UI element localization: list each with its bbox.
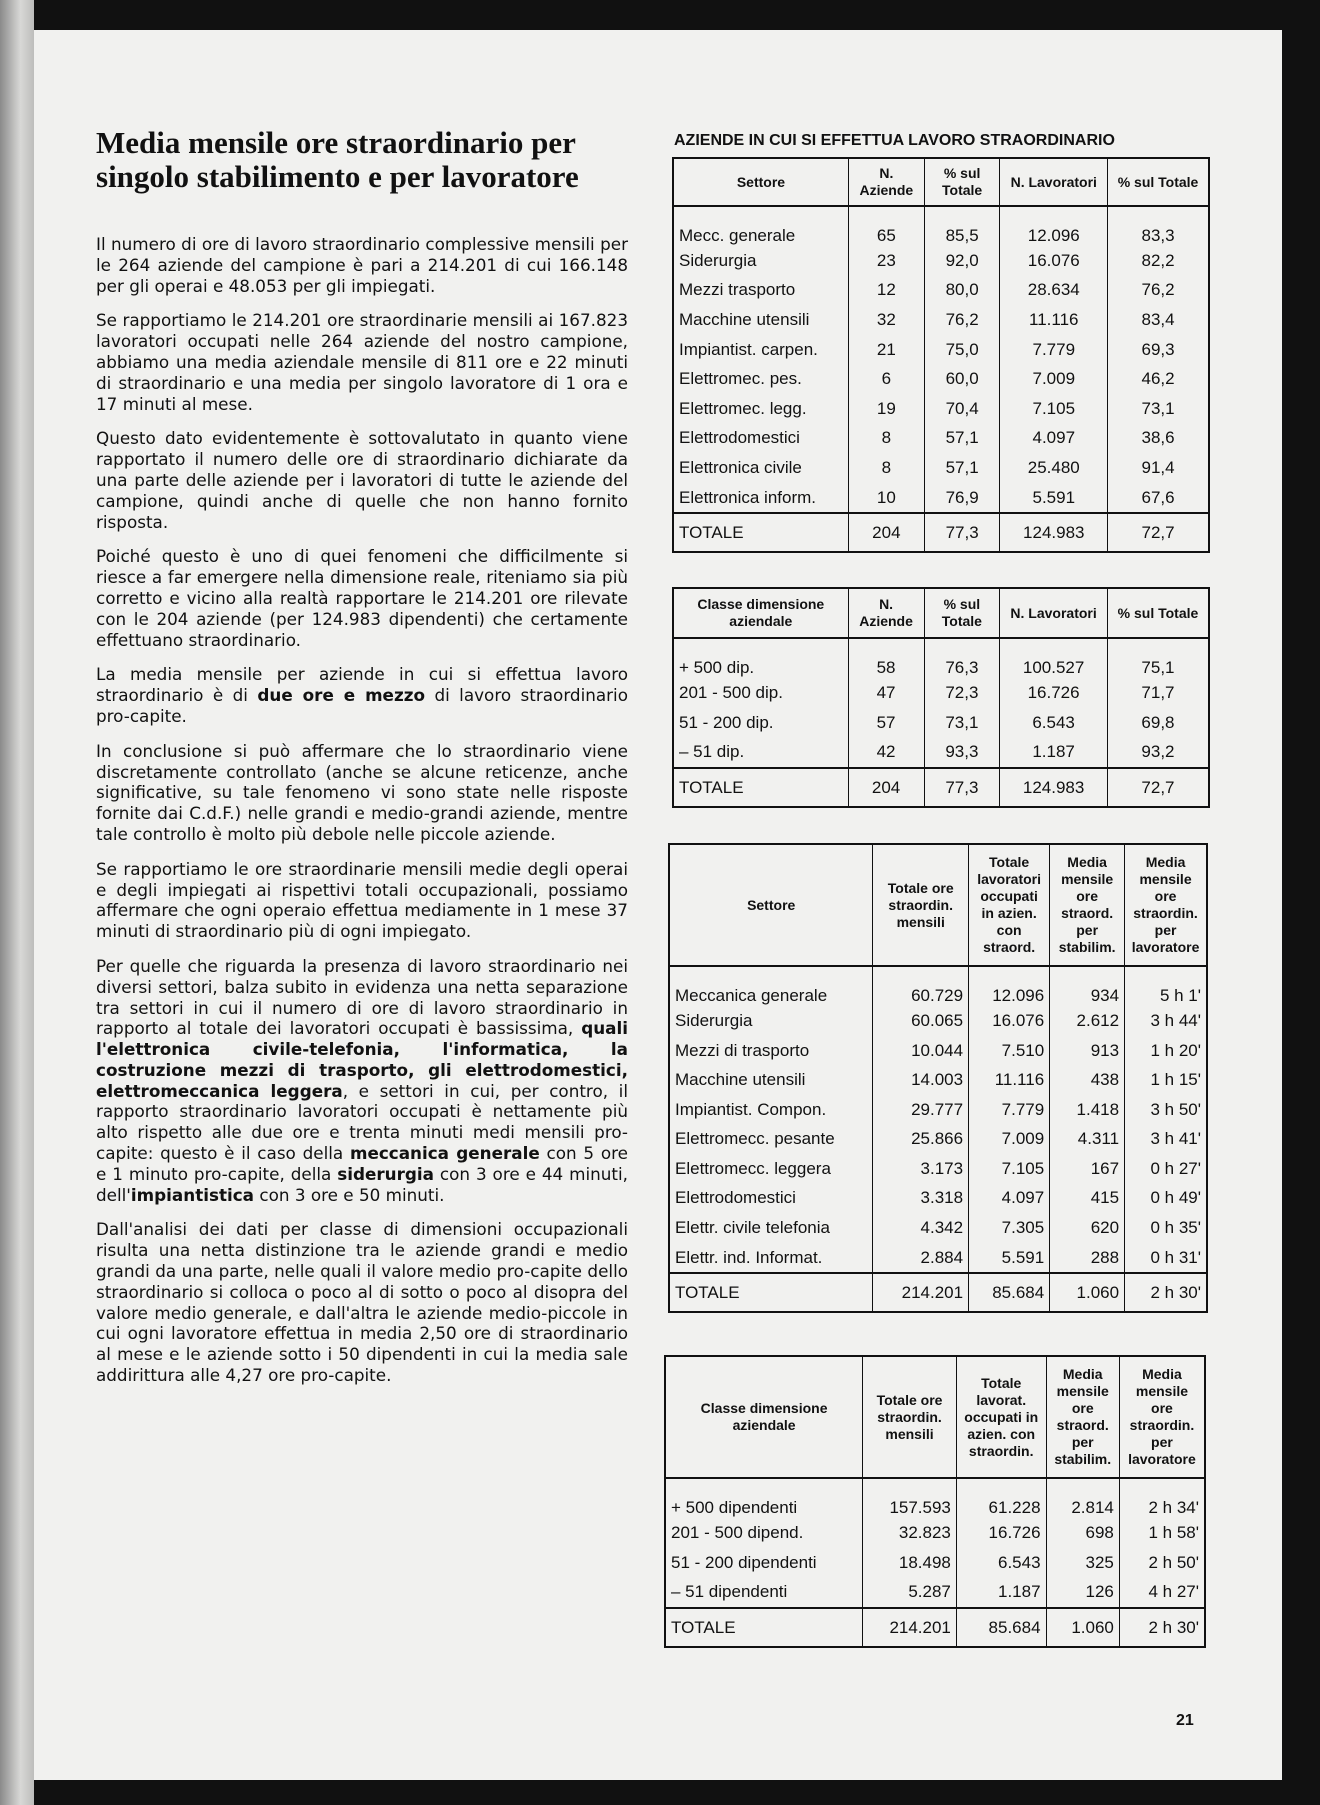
row-label: Siderurgia [673,246,848,276]
table-row [673,738,1209,769]
cell-value: 3.318 [873,1184,969,1214]
cell-value: 3.173 [873,1154,969,1184]
cell-value: 82,2 [1108,246,1209,276]
paragraph-5: La media mensile per aziende in cui si effettua lavoro straordinario è di due ore e mezzo di lavoro straordinario pro-capite. [96,664,628,726]
table-sector-hours [668,843,1208,1313]
cell-value: 11.116 [969,1065,1050,1095]
cell-value: 80,0 [924,276,1000,306]
row-label: Mecc. generale [673,206,848,246]
cell-value: 3 h 50' [1125,1095,1207,1125]
cell-value: 69,8 [1107,708,1209,738]
table-row [669,1065,1207,1095]
column-header: % sul Totale [1108,158,1209,206]
cell-value: 1.187 [1000,738,1108,769]
cell-value: 46,2 [1108,364,1209,394]
tables-heading: AZIENDE IN CUI SI EFFETTUA LAVORO STRAORDINARIO [674,132,1115,149]
cell-value: 23 [848,246,924,276]
row-label: Mezzi trasporto [673,276,848,306]
table-row [669,1006,1207,1036]
cell-value: 0 h 27' [1125,1154,1207,1184]
cell-value: 93,3 [924,738,1000,769]
total-row [673,513,1209,552]
cell-value: 167 [1050,1154,1125,1184]
cell-value: 57,1 [924,453,1000,483]
table-row [669,1036,1207,1066]
cell-value: 4.097 [1000,424,1108,454]
cell-value: 91,4 [1108,453,1209,483]
table-row [665,1548,1205,1578]
row-label: Elettr. ind. Informat. [669,1243,873,1274]
row-label: 51 - 200 dip. [673,708,848,738]
total-value: 1.060 [1050,1273,1125,1312]
table-row [669,1184,1207,1214]
page-number: 21 [1176,1712,1194,1729]
table-row [669,1154,1207,1184]
table-row [673,638,1209,678]
column-header: % sul Totale [924,588,1000,638]
total-value: 72,7 [1107,768,1209,807]
cell-value: 157.593 [863,1478,957,1518]
cell-value: 16.726 [1000,678,1108,708]
cell-value: 38,6 [1108,424,1209,454]
row-label: Macchine utensili [673,305,848,335]
cell-value: 7.305 [969,1213,1050,1243]
cell-value: 6.543 [956,1548,1046,1578]
cell-value: 288 [1050,1243,1125,1274]
table-size-hours [664,1355,1206,1648]
cell-value: 70,4 [924,394,1000,424]
cell-value: 2.884 [873,1243,969,1274]
column-header: Settore [673,158,848,206]
cell-value: 0 h 49' [1125,1184,1207,1214]
cell-value: 7.009 [969,1125,1050,1155]
cell-value: 2.612 [1050,1006,1125,1036]
total-value: 85.684 [956,1608,1046,1647]
cell-value: 60,0 [924,364,1000,394]
table-row [673,246,1209,276]
column-header: Media mensile ore straordin. per lavoratore [1119,1356,1205,1478]
table-row [665,1478,1205,1518]
column-header: N. Lavoratori [1000,158,1108,206]
book-spine [0,0,34,1805]
column-header: Classe dimensione aziendale [673,588,848,638]
cell-value: 93,2 [1107,738,1209,769]
row-label: – 51 dipendenti [665,1578,863,1609]
cell-value: 21 [848,335,924,365]
cell-value: 69,3 [1108,335,1209,365]
cell-value: 1.187 [956,1578,1046,1609]
cell-value: 75,0 [924,335,1000,365]
article-body [96,234,628,1400]
column-header: N. Aziende [848,588,924,638]
column-header: Classe dimensione aziendale [665,1356,863,1478]
cell-value: 85,5 [924,206,1000,246]
cell-value: 75,1 [1107,638,1209,678]
row-label: Siderurgia [669,1006,873,1036]
total-value: 204 [848,513,924,552]
cell-value: 4.342 [873,1213,969,1243]
cell-value: 71,7 [1107,678,1209,708]
row-label: Mezzi di trasporto [669,1036,873,1066]
table-row [669,966,1207,1006]
cell-value: 0 h 31' [1125,1243,1207,1274]
cell-value: 32.823 [863,1518,957,1548]
cell-value: 4.311 [1050,1125,1125,1155]
cell-value: 12.096 [969,966,1050,1006]
row-label: Impiantist. Compon. [669,1095,873,1125]
cell-value: 5.591 [969,1243,1050,1274]
cell-value: 913 [1050,1036,1125,1066]
column-header: Totale ore straordin. mensili [863,1356,957,1478]
column-header: Media mensile ore straord. per stabilim. [1046,1356,1119,1478]
cell-value: 3 h 41' [1125,1125,1207,1155]
column-header: % sul Totale [924,158,1000,206]
table-row [673,335,1209,365]
cell-value: 76,9 [924,483,1000,514]
row-label: Elettronica inform. [673,483,848,514]
paragraph-7: Se rapportiamo le ore straordinarie mensili medie degli operai e degli impiegati ai rispettivi totali occupazionali, possiamo affermare che ogni operaio effettua mediamente in 1 mese 37 minuti di straordinario più di ogni impiegato. [96,858,628,942]
cell-value: 7.105 [969,1154,1050,1184]
total-label: TOTALE [673,768,848,807]
cell-value: 14.003 [873,1065,969,1095]
cell-value: 1 h 15' [1125,1065,1207,1095]
cell-value: 7.779 [969,1095,1050,1125]
column-header: Totale ore straordin. mensili [873,844,969,966]
total-value: 124.983 [1000,768,1108,807]
total-value: 72,7 [1108,513,1209,552]
cell-value: 65 [848,206,924,246]
row-label: Elettromecc. pesante [669,1125,873,1155]
cell-value: 6.543 [1000,708,1108,738]
cell-value: 325 [1046,1548,1119,1578]
cell-value: 28.634 [1000,276,1108,306]
table-row [673,364,1209,394]
paragraph-1: Il numero di ore di lavoro straordinario complessive mensili per le 264 aziende del campione è pari a 214.201 di cui 166.148 per gli operai e 48.053 per gli impiegati. [96,234,628,296]
table-row [673,276,1209,306]
total-label: TOTALE [665,1608,863,1647]
cell-value: 5.591 [1000,483,1108,514]
row-label: Elettromecc. leggera [669,1154,873,1184]
total-value: 2 h 30' [1125,1273,1207,1312]
table-row [673,483,1209,514]
cell-value: 100.527 [1000,638,1108,678]
total-value: 204 [848,768,924,807]
cell-value: 126 [1046,1578,1119,1609]
cell-value: 8 [848,424,924,454]
paragraph-9: Dall'analisi dei dati per classe di dimensioni occupazionali risulta una netta distinzione tra le aziende grandi e medio grandi da una parte, nelle quali il valore medio pro-capite dello straordinario si colloca o poco al di sotto o poco al disopra del valore medio generale, e dall'altra le aziende medio-piccole in cui ogni lavoratore effettua in media 2,50 ore di straordinario al mese e le aziende sotto i 50 dipendenti in cui la media sale addirittura alle 4,27 ore pro-capite. [96,1219,628,1386]
row-label: Elettr. civile telefonia [669,1213,873,1243]
row-label: Impiantist. carpen. [673,335,848,365]
cell-value: 29.777 [873,1095,969,1125]
cell-value: 57,1 [924,424,1000,454]
cell-value: 73,1 [924,708,1000,738]
cell-value: 47 [848,678,924,708]
row-label: Macchine utensili [669,1065,873,1095]
cell-value: 10 [848,483,924,514]
cell-value: 4.097 [969,1184,1050,1214]
table-size-companies [672,587,1210,808]
row-label: 51 - 200 dipendenti [665,1548,863,1578]
cell-value: 12.096 [1000,206,1108,246]
cell-value: 67,6 [1108,483,1209,514]
paragraph-3: Questo dato evidentemente è sottovalutato in quanto viene rapportato il numero delle ore di straordinario dichiarate da una parte delle aziende per i lavoratori di tutte le aziende del campione, quindi anche di quelle che non hanno fornito risposta. [96,428,628,532]
column-header: Totale lavoratori occupati in azien. con straord. [969,844,1050,966]
total-label: TOTALE [669,1273,873,1312]
table-row [673,453,1209,483]
cell-value: 25.866 [873,1125,969,1155]
cell-value: 1 h 58' [1119,1518,1205,1548]
column-header: Totale lavorat. occupati in azien. con straordin. [956,1356,1046,1478]
cell-value: 83,3 [1108,206,1209,246]
cell-value: 0 h 35' [1125,1213,1207,1243]
total-value: 214.201 [873,1273,969,1312]
row-label: Elettromec. pes. [673,364,848,394]
cell-value: 7.779 [1000,335,1108,365]
cell-value: 4 h 27' [1119,1578,1205,1609]
cell-value: 73,1 [1108,394,1209,424]
tables-column [668,132,1213,1648]
row-label: 201 - 500 dipend. [665,1518,863,1548]
table-row [673,206,1209,246]
cell-value: 16.076 [969,1006,1050,1036]
cell-value: 16.726 [956,1518,1046,1548]
total-value: 214.201 [863,1608,957,1647]
column-header: Media mensile ore straordin. per lavoratore [1125,844,1207,966]
cell-value: 5 h 1' [1125,966,1207,1006]
table-row [665,1518,1205,1548]
row-label: Meccanica generale [669,966,873,1006]
cell-value: 60.729 [873,966,969,1006]
cell-value: 7.105 [1000,394,1108,424]
cell-value: 83,4 [1108,305,1209,335]
cell-value: 934 [1050,966,1125,1006]
cell-value: 10.044 [873,1036,969,1066]
total-row [665,1608,1205,1647]
row-label: Elettrodomestici [669,1184,873,1214]
cell-value: 76,3 [924,638,1000,678]
total-row [673,768,1209,807]
cell-value: 57 [848,708,924,738]
cell-value: 76,2 [1108,276,1209,306]
cell-value: 92,0 [924,246,1000,276]
total-label: TOTALE [673,513,848,552]
cell-value: 2.814 [1046,1478,1119,1518]
total-value: 85.684 [969,1273,1050,1312]
cell-value: 7.009 [1000,364,1108,394]
cell-value: 7.510 [969,1036,1050,1066]
column-header: N. Lavoratori [1000,588,1108,638]
table-row [673,678,1209,708]
cell-value: 2 h 34' [1119,1478,1205,1518]
paragraph-4: Poiché questo è uno di quei fenomeni che difficilmente si riesce a far emergere nella dimensione reale, riteniamo sia più corretto e vicino alla realtà rapportare le 214.201 ore rilevate con le 204 aziende (per 124.983 dipendenti) che certamente effettuano straordinario. [96,546,628,650]
cell-value: 72,3 [924,678,1000,708]
cell-value: 19 [848,394,924,424]
paragraph-6: In conclusione si può affermare che lo straordinario viene discretamente controllato (anche se alcune reticenze, anche significative, su tale fenomeno vi sono state nelle risposte fornite dai C.d.F.) nelle grandi e medio-grandi aziende, mentre tale controllo è molto più debole nelle piccole aziende. [96,740,628,844]
table-row [669,1125,1207,1155]
total-value: 77,3 [924,513,1000,552]
table-row [673,708,1209,738]
cell-value: 5.287 [863,1578,957,1609]
row-label: Elettromec. legg. [673,394,848,424]
row-label: 201 - 500 dip. [673,678,848,708]
table-row [669,1213,1207,1243]
total-value: 1.060 [1046,1608,1119,1647]
cell-value: 60.065 [873,1006,969,1036]
row-label: + 500 dipendenti [665,1478,863,1518]
paragraph-2: Se rapportiamo le 214.201 ore straordinarie mensili ai 167.823 lavoratori occupati nelle 264 aziende del nostro campione, abbiamo una media aziendale mensile di 811 ore e 22 minuti di straordinario e una media per singolo lavoratore di 1 ora e 17 minuti al mese. [96,310,628,414]
table-sector-companies [672,157,1210,553]
row-label: Elettronica civile [673,453,848,483]
row-label: Elettrodomestici [673,424,848,454]
total-row [669,1273,1207,1312]
total-value: 77,3 [924,768,1000,807]
article-title: Media mensile ore straordinario per singolo stabilimento e per lavoratore [96,125,579,194]
cell-value: 1.418 [1050,1095,1125,1125]
cell-value: 11.116 [1000,305,1108,335]
column-header: N. Aziende [848,158,924,206]
table-row [673,394,1209,424]
table-row [673,305,1209,335]
cell-value: 620 [1050,1213,1125,1243]
total-value: 2 h 30' [1119,1608,1205,1647]
table-row [669,1095,1207,1125]
table-row [665,1578,1205,1609]
table-row [669,1243,1207,1274]
cell-value: 12 [848,276,924,306]
cell-value: 6 [848,364,924,394]
cell-value: 18.498 [863,1548,957,1578]
cell-value: 8 [848,453,924,483]
cell-value: 2 h 50' [1119,1548,1205,1578]
column-header: Media mensile ore straord. per stabilim. [1050,844,1125,966]
column-header: Settore [669,844,873,966]
cell-value: 16.076 [1000,246,1108,276]
cell-value: 698 [1046,1518,1119,1548]
cell-value: 438 [1050,1065,1125,1095]
cell-value: 1 h 20' [1125,1036,1207,1066]
row-label: + 500 dip. [673,638,848,678]
cell-value: 25.480 [1000,453,1108,483]
table-row [673,424,1209,454]
row-label: – 51 dip. [673,738,848,769]
cell-value: 415 [1050,1184,1125,1214]
cell-value: 58 [848,638,924,678]
total-value: 124.983 [1000,513,1108,552]
column-header: % sul Totale [1107,588,1209,638]
cell-value: 42 [848,738,924,769]
cell-value: 3 h 44' [1125,1006,1207,1036]
cell-value: 32 [848,305,924,335]
paragraph-8: Per quelle che riguarda la presenza di lavoro straordinario nei diversi settori, balza subito in evidenza una netta separazione tra settori in cui il numero di ore di lavoro straordinario in rapporto al totale dei lavoratori occupati è bassissima, quali l'elettronica civile-telefonia, l'informatica, la costruzione mezzi di trasporto, gli elettrodomestici, elettromeccanica leggera, e settori in cui, per contro, il rapporto straordinario lavoratori occupati è nettamente più alto rispetto alle due ore e trenta minuti medi mensili pro-capite: questo è il caso della meccanica generale con 5 ore e 1 minuto pro-capite, della siderurgia con 3 ore e 44 minuti, dell'impiantistica con 3 ore e 50 minuti. [96,955,628,1205]
cell-value: 61.228 [956,1478,1046,1518]
cell-value: 76,2 [924,305,1000,335]
